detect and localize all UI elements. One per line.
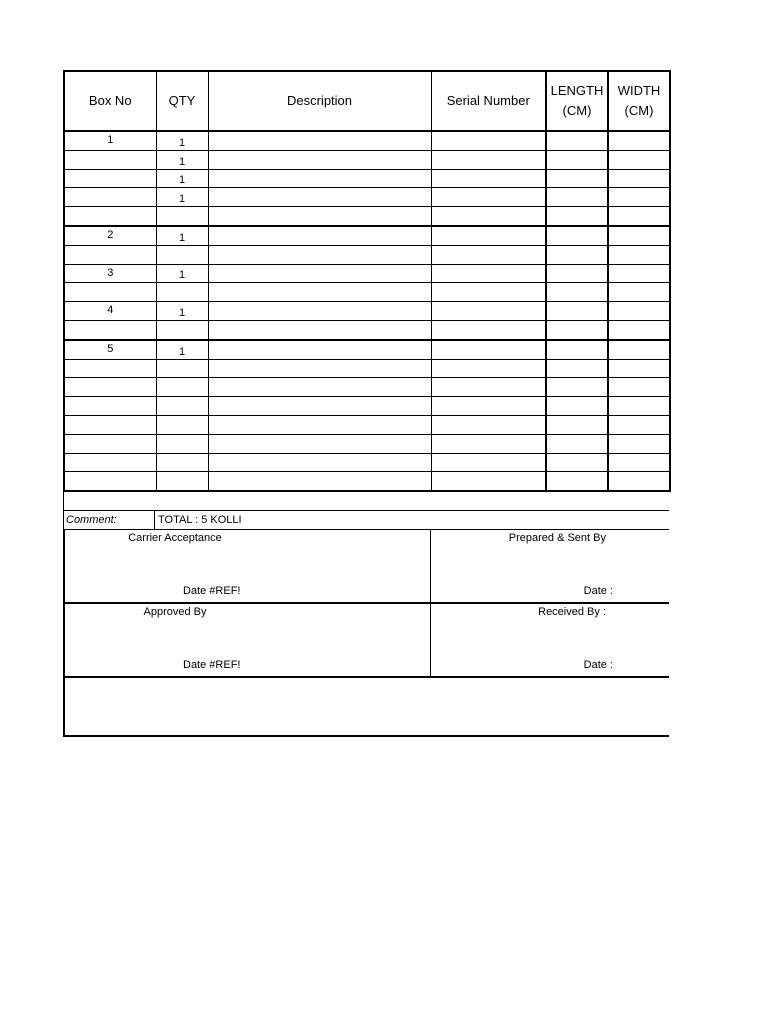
cell-serial-number — [431, 207, 546, 226]
cell-description — [208, 378, 431, 397]
footer-box — [63, 678, 669, 737]
comment-label: Comment: — [64, 511, 155, 529]
cell-width — [608, 302, 670, 321]
cell-qty — [156, 415, 208, 434]
cell-qty — [156, 320, 208, 339]
cell-description — [208, 397, 431, 416]
cell-box-no — [64, 378, 156, 397]
cell-description — [208, 207, 431, 226]
cell-description — [208, 264, 431, 283]
received-by-title: Received By : — [538, 606, 606, 619]
cell-qty: 1 — [156, 302, 208, 321]
cell-qty — [156, 283, 208, 302]
header-serial-number: Serial Number — [431, 71, 546, 131]
cell-width — [608, 434, 670, 453]
cell-width — [608, 453, 670, 472]
cell-description — [208, 226, 431, 245]
cell-qty — [156, 245, 208, 264]
cell-qty: 1 — [156, 226, 208, 245]
table-row — [64, 188, 670, 207]
received-by-date: Date : — [583, 659, 613, 672]
cell-serial-number — [431, 302, 546, 321]
prepared-sent-by-date: Date : — [583, 585, 613, 598]
prepared-sent-by-cell — [431, 530, 669, 604]
cell-qty — [156, 359, 208, 378]
cell-box-no: 4 — [64, 302, 156, 321]
cell-box-no — [64, 245, 156, 264]
header-qty: QTY — [156, 71, 208, 131]
header-row — [64, 71, 670, 131]
cell-length — [546, 264, 608, 283]
cell-width — [608, 472, 670, 491]
cell-serial-number — [431, 188, 546, 207]
cell-box-no — [64, 359, 156, 378]
cell-serial-number — [431, 150, 546, 169]
cell-width — [608, 188, 670, 207]
table-row — [64, 397, 670, 416]
cell-length — [546, 188, 608, 207]
cell-serial-number — [431, 434, 546, 453]
cell-serial-number — [431, 397, 546, 416]
cell-description — [208, 320, 431, 339]
cell-box-no — [64, 434, 156, 453]
cell-box-no — [64, 397, 156, 416]
table-row — [64, 434, 670, 453]
cell-qty: 1 — [156, 340, 208, 359]
cell-box-no — [64, 320, 156, 339]
cell-description — [208, 150, 431, 169]
cell-box-no — [64, 415, 156, 434]
table-row — [64, 359, 670, 378]
cell-box-no — [64, 150, 156, 169]
cell-length — [546, 359, 608, 378]
cell-length — [546, 207, 608, 226]
header-box-no: Box No — [64, 71, 156, 131]
signature-grid — [63, 530, 669, 678]
cell-length — [546, 302, 608, 321]
cell-width — [608, 169, 670, 188]
table-row — [64, 207, 670, 226]
cell-width — [608, 359, 670, 378]
cell-serial-number — [431, 340, 546, 359]
approved-by-cell — [65, 604, 431, 678]
cell-width — [608, 283, 670, 302]
cell-box-no: 3 — [64, 264, 156, 283]
cell-qty: 1 — [156, 150, 208, 169]
cell-qty — [156, 397, 208, 416]
table-row — [64, 378, 670, 397]
cell-width — [608, 378, 670, 397]
cell-serial-number — [431, 283, 546, 302]
cell-qty — [156, 472, 208, 491]
cell-box-no — [64, 283, 156, 302]
cell-length — [546, 472, 608, 491]
approved-by-date: Date #REF! — [183, 659, 241, 672]
header-length-line1: LENGTH — [550, 83, 604, 98]
table-row — [64, 415, 670, 434]
cell-width — [608, 207, 670, 226]
cell-length — [546, 131, 608, 150]
packing-list-sheet — [63, 70, 669, 737]
cell-box-no — [64, 207, 156, 226]
cell-box-no: 1 — [64, 131, 156, 150]
cell-serial-number — [431, 226, 546, 245]
cell-description — [208, 188, 431, 207]
cell-length — [546, 340, 608, 359]
cell-description — [208, 340, 431, 359]
cell-qty: 1 — [156, 188, 208, 207]
table-row — [64, 302, 670, 321]
cell-length — [546, 397, 608, 416]
header-width-line2: (CM) — [624, 103, 654, 118]
header-length — [546, 71, 608, 131]
cell-width — [608, 397, 670, 416]
cell-length — [546, 415, 608, 434]
cell-width — [608, 320, 670, 339]
cell-qty: 1 — [156, 131, 208, 150]
cell-qty — [156, 453, 208, 472]
cell-length — [546, 453, 608, 472]
cell-qty: 1 — [156, 169, 208, 188]
cell-box-no: 5 — [64, 340, 156, 359]
table-row — [64, 169, 670, 188]
cell-serial-number — [431, 472, 546, 491]
spacer-row — [63, 492, 669, 511]
cell-length — [546, 378, 608, 397]
cell-box-no — [64, 453, 156, 472]
cell-description — [208, 302, 431, 321]
cell-description — [208, 453, 431, 472]
cell-description — [208, 283, 431, 302]
table-row — [64, 131, 670, 150]
cell-serial-number — [431, 169, 546, 188]
table-row — [64, 245, 670, 264]
cell-serial-number — [431, 415, 546, 434]
cell-serial-number — [431, 453, 546, 472]
cell-length — [546, 150, 608, 169]
table-row — [64, 150, 670, 169]
cell-serial-number — [431, 264, 546, 283]
cell-box-no: 2 — [64, 226, 156, 245]
cell-description — [208, 131, 431, 150]
table-row — [64, 453, 670, 472]
header-description: Description — [208, 71, 431, 131]
cell-serial-number — [431, 245, 546, 264]
table-row — [64, 283, 670, 302]
packing-table — [63, 70, 671, 492]
cell-description — [208, 245, 431, 264]
approved-by-title: Approved By — [143, 606, 207, 619]
cell-description — [208, 434, 431, 453]
comment-row — [63, 511, 669, 530]
cell-box-no — [64, 188, 156, 207]
cell-box-no — [64, 169, 156, 188]
table-row — [64, 472, 670, 491]
cell-serial-number — [431, 131, 546, 150]
cell-width — [608, 131, 670, 150]
cell-length — [546, 226, 608, 245]
cell-width — [608, 245, 670, 264]
cell-qty — [156, 378, 208, 397]
table-row — [64, 340, 670, 359]
cell-width — [608, 226, 670, 245]
cell-length — [546, 169, 608, 188]
cell-length — [546, 434, 608, 453]
cell-description — [208, 169, 431, 188]
table-row — [64, 226, 670, 245]
table-row — [64, 264, 670, 283]
carrier-acceptance-title: Carrier Acceptance — [128, 532, 222, 545]
cell-width — [608, 150, 670, 169]
header-width-line1: WIDTH — [617, 83, 661, 98]
comment-value: TOTAL : 5 KOLLI — [158, 514, 242, 527]
prepared-sent-by-title: Prepared & Sent By — [508, 532, 606, 545]
cell-description — [208, 359, 431, 378]
cell-serial-number — [431, 378, 546, 397]
cell-width — [608, 415, 670, 434]
carrier-acceptance-date: Date #REF! — [183, 585, 241, 598]
carrier-acceptance-cell — [65, 530, 431, 604]
table-row — [64, 320, 670, 339]
cell-width — [608, 264, 670, 283]
cell-length — [546, 320, 608, 339]
received-by-cell — [431, 604, 669, 678]
cell-qty: 1 — [156, 264, 208, 283]
cell-box-no — [64, 472, 156, 491]
cell-width — [608, 340, 670, 359]
cell-serial-number — [431, 320, 546, 339]
cell-description — [208, 415, 431, 434]
cell-serial-number — [431, 359, 546, 378]
cell-qty — [156, 207, 208, 226]
cell-qty — [156, 434, 208, 453]
cell-length — [546, 245, 608, 264]
cell-length — [546, 283, 608, 302]
header-width — [608, 71, 670, 131]
header-length-line2: (CM) — [562, 103, 592, 118]
cell-description — [208, 472, 431, 491]
